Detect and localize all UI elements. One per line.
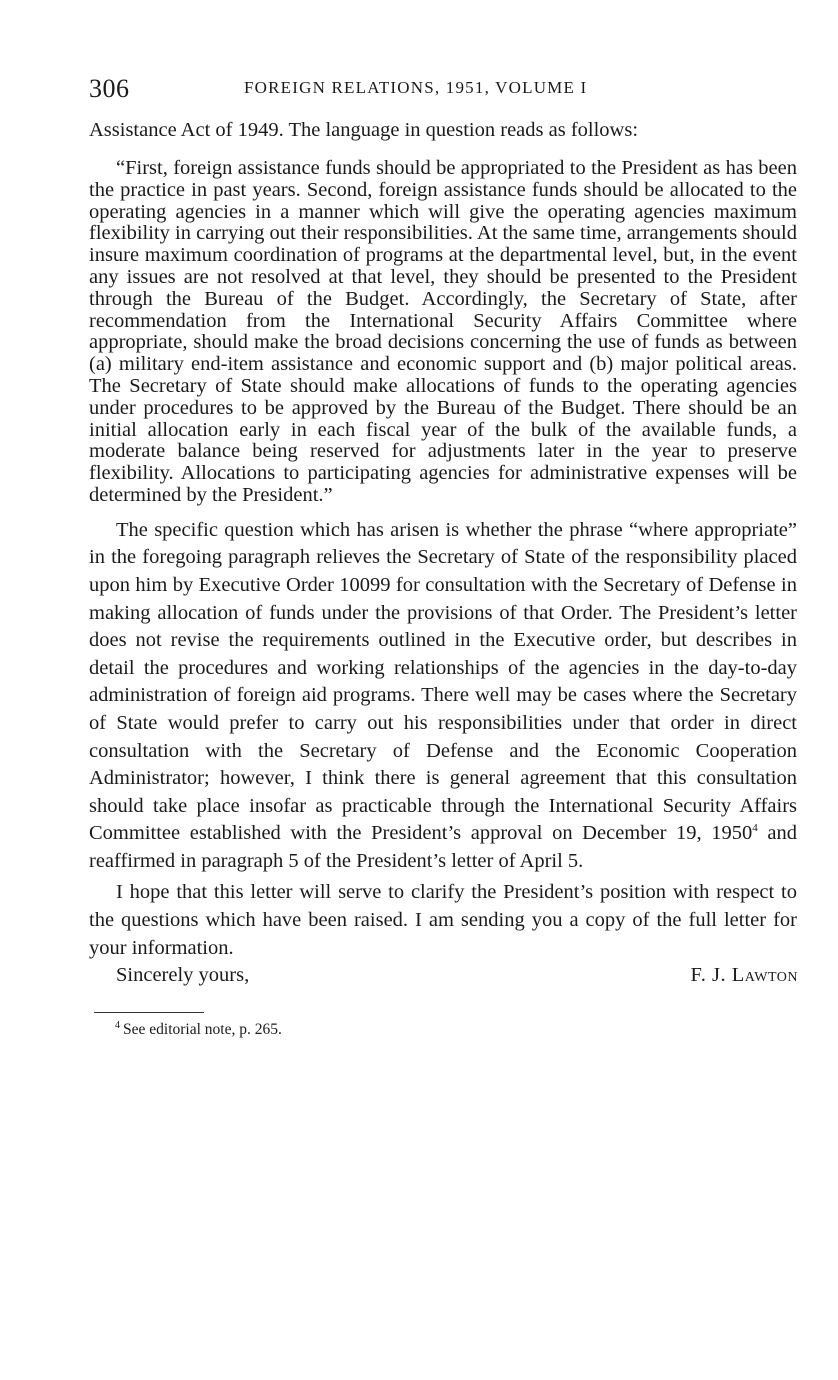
running-title: FOREIGN RELATIONS, 1951, VOLUME I <box>244 78 588 97</box>
body-paragraph-1-text: The specific question which has arisen is whether the phrase “where appropriate” in the foregoing paragraph relieves the Secretary of State of the responsibility placed upon him by Executive Order 10099 for consultation with the Secretary of Defense in making allocation of funds under the provisions of that Order. The President’s letter does not revise the requirements outlined in the Executive order, but describes in detail the procedures and working relationships of the agencies in the day-to-day administration of foreign aid programs. There well may be cases where the Secretary of State would prefer to carry out his responsibilities under that order in direct consultation with the Secretary of Defense and the Economic Cooperation Administrator; however, I think there is general agreement that this consultation should take place insofar as practicable through the International Security Affairs Committee established with the President’s approval on December 19, 1950 <box>89 518 797 845</box>
signature <box>691 964 799 987</box>
page-number: 306 <box>89 74 130 103</box>
quoted-passage: “First, foreign assistance funds should be appropriated to the President as has been the practice in past years. Second, foreign assistance funds should be allocated to the operating agencies in a manner which will give the operating agencies maximum flexibility in carrying out their responsibilities. At the same time, arrangements should insure maximum coordination of programs at the departmental level, but, in the event any issues are not resolved at that level, they should be presented to the President through the Bureau of the Budget. Accordingly, the Secretary of State, after recommendation from the International Security Affairs Committee where appropriate, should make the broad decisions concerning the use of funds as between (a) military end-item assistance and economic support and (b) major political areas. The Secretary of State should make allocations of funds to the operating agencies under procedures to be approved by the Bureau of the Budget. There should be an initial allocation early in each fiscal year of the bulk of the available funds, a moderate balance being reserved for adjustments later in the year to preserve flexibility. Allocations to participating agencies for administrative expenses will be determined by the President.” <box>89 157 797 506</box>
salutation: Sincerely yours, <box>116 964 250 987</box>
footnote <box>115 1021 797 1039</box>
body-paragraph-1-text-end: and reaffirmed in paragraph 5 of the President’s letter of April 5. <box>89 822 797 872</box>
footnote-reference: 4 <box>752 822 758 835</box>
running-header <box>89 72 797 112</box>
document-page <box>89 72 797 1039</box>
footnote-mark: 4 <box>115 1020 120 1032</box>
signature-name: Lawton <box>731 964 798 987</box>
lead-line: Assistance Act of 1949. The language in question reads as follows: <box>89 119 639 141</box>
footnote-divider <box>94 1012 204 1013</box>
body-paragraph-2: I hope that this letter will serve to clarify the President’s position with respect to the questions which have been raised. I am sending you a copy of the full letter for your information. <box>89 881 797 959</box>
letter-closing <box>89 964 797 994</box>
footnote-text: See editorial note, p. 265. <box>123 1021 282 1039</box>
signature-initials: F. J. <box>690 964 732 987</box>
body-paragraph-1 <box>89 517 797 876</box>
